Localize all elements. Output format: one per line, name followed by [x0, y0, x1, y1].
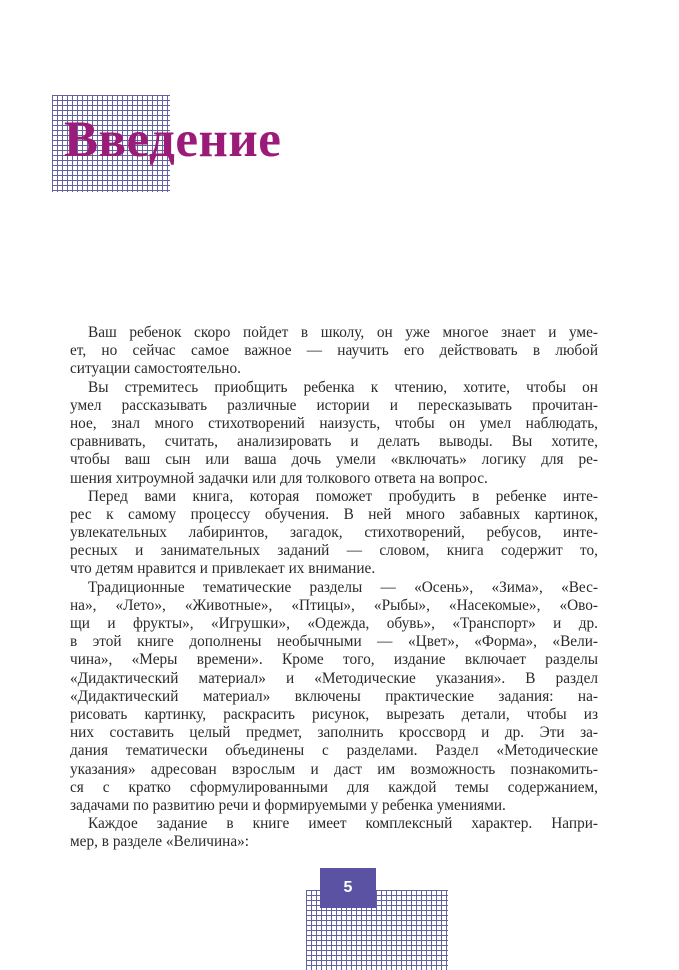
text-line: рес к самому процессу обучения. В ней много забавных картинок,: [70, 505, 598, 523]
text-line: Перед вами книга, которая поможет пробудить в ребенке инте-: [88, 487, 598, 505]
text-line: указания» адресован взрослым и даст им возможность познакомить-: [70, 760, 598, 778]
text-line: Традиционные тематические разделы — «Осень», «Зима», «Вес-: [88, 578, 598, 596]
text-line: шения хитроумной задачки или для толкового ответа на вопрос.: [70, 469, 488, 487]
paragraph: [70, 488, 598, 579]
page-title: Введение: [64, 112, 282, 168]
paragraph: [70, 379, 598, 488]
text-line: Ваш ребенок скоро пойдет в школу, он уже многое знает и уме-: [88, 324, 598, 341]
text-line: «Дидактический материал» включены практические задания: на-: [70, 687, 598, 705]
text-line: рисовать картинку, раскрасить рисунок, вырезать детали, чтобы из: [70, 705, 598, 723]
text-line: чтобы ваш сын или ваша дочь умели «включать» логику для ре-: [70, 451, 598, 469]
text-line: Вы стремитесь приобщить ребенка к чтению, хотите, чтобы он: [88, 378, 598, 396]
text-line: чина», «Меры времени». Кроме того, издание включает разделы: [70, 651, 598, 669]
body-text: [70, 324, 598, 851]
text-line: ет, но сейчас самое важное — научить его действовать в любой: [70, 342, 598, 360]
text-line: на», «Лето», «Животные», «Птицы», «Рыбы», «Насекомые», «Ово-: [70, 596, 598, 614]
text-line: «Дидактический материал» и «Методические указания». В раздел: [70, 669, 598, 687]
text-line: ся с кратко сформулированными для каждой темы содержанием,: [70, 778, 598, 796]
paragraph: [70, 324, 598, 379]
text-line: ное, знал много стихотворений наизусть, чтобы он умел наблюдать,: [70, 414, 598, 432]
text-line: в этой книге дополнены необычными — «Цвет», «Форма», «Вели-: [70, 633, 598, 651]
text-line: мер, в разделе «Величина»:: [70, 833, 250, 851]
text-line: умел рассказывать различные истории и пересказывать прочитан-: [70, 396, 598, 414]
text-line: ресных и занимательных заданий — словом, книга содержит то,: [70, 542, 598, 560]
text-line: ситуации самостоятельно.: [70, 360, 241, 378]
text-line: что детям нравится и привлекает их внимание.: [70, 560, 376, 578]
text-line: увлекательных лабиринтов, загадок, стихотворений, ребусов, инте-: [70, 524, 598, 542]
text-line: задачами по развитию речи и формируемыми у ребенка умениями.: [70, 796, 506, 814]
text-line: Каждое задание в книге имеет комплексный характер. Напри-: [88, 815, 598, 833]
text-line: них составить целый предмет, заполнить кроссворд и др. Эти за-: [70, 724, 598, 742]
text-line: дания тематически объединены с разделами. Раздел «Методические: [70, 742, 598, 760]
page-number: 5: [320, 868, 376, 908]
paragraph: [70, 815, 598, 851]
paragraph: [70, 579, 598, 815]
text-line: сравнивать, считать, анализировать и делать выводы. Вы хотите,: [70, 433, 598, 451]
text-line: щи и фрукты», «Игрушки», «Одежда, обувь», «Транспорт» и др.: [70, 615, 598, 632]
